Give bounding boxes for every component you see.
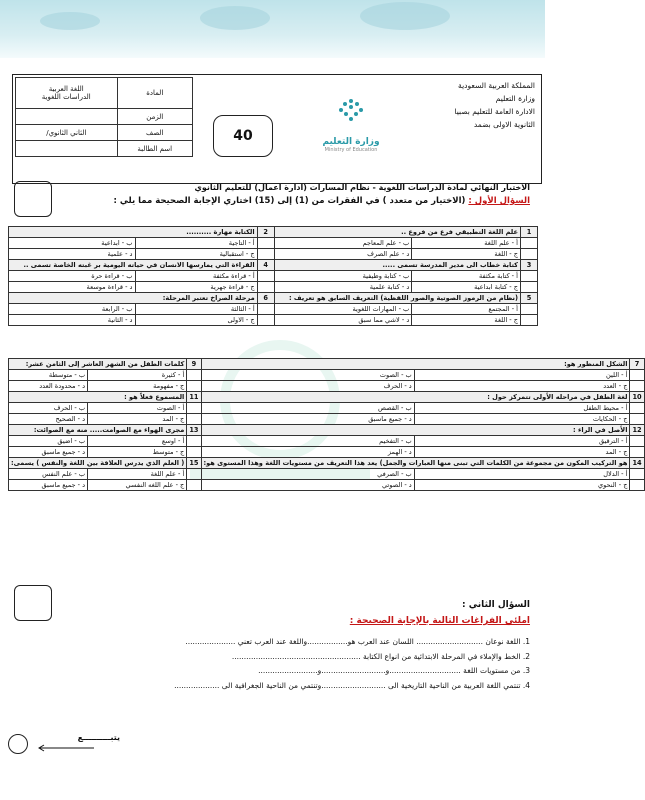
spacer	[521, 315, 538, 326]
spacer	[630, 469, 644, 480]
question-text: مجرى الهواء مع الصوامت..... منه مع الصوائت:	[9, 425, 187, 436]
spacer	[257, 271, 274, 282]
options-row	[9, 282, 538, 293]
questions-table-b	[8, 358, 645, 491]
answer-option[interactable]: د - الهمز	[201, 447, 414, 458]
top-banner	[0, 0, 545, 58]
spacer	[187, 436, 201, 447]
logo-text: وزارة التعليم	[322, 137, 380, 147]
spacer	[630, 447, 644, 458]
q1-label: السؤال الأول :	[468, 196, 530, 206]
answer-option[interactable]: أ - الصوت	[88, 403, 187, 414]
question-text: الكتابة مهارة ..........	[9, 227, 258, 238]
options-row	[9, 315, 538, 326]
options-row	[9, 370, 645, 381]
answer-option[interactable]: أ - الدلال	[414, 469, 630, 480]
question-number: 12	[630, 425, 644, 436]
answer-option[interactable]: ب - الحرف	[9, 403, 88, 414]
q2-score-box	[14, 585, 52, 621]
answer-option[interactable]: د - الحرف	[201, 381, 414, 392]
options-row	[9, 469, 645, 480]
q1-heading	[20, 196, 530, 206]
spacer	[187, 403, 201, 414]
options-row	[9, 304, 538, 315]
spacer	[257, 315, 274, 326]
spacer	[630, 381, 644, 392]
answer-option[interactable]: أ - الثالثة	[135, 304, 257, 315]
question-text: القراءة التي يمارسها الانسان في حياته اليومية بر غبته الخاصة تسمى ..	[9, 260, 258, 271]
question-text: علم اللغة التطبيقي فرع من فروع ..	[274, 227, 520, 238]
spacer	[257, 249, 274, 260]
answer-option[interactable]: د - الثانية	[9, 315, 136, 326]
logo-subtext: Ministry of Education	[324, 147, 378, 153]
question-row	[9, 392, 645, 403]
spacer	[521, 271, 538, 282]
options-row	[9, 249, 538, 260]
meta-label-student: اسم الطالبة	[117, 141, 193, 157]
answer-option[interactable]: ج - الحكايات	[414, 414, 630, 425]
answer-option[interactable]: أ - اوسع	[88, 436, 187, 447]
questions-table-a	[8, 226, 538, 326]
spacer	[187, 447, 201, 458]
spacer	[187, 480, 201, 491]
options-row	[9, 238, 538, 249]
answer-option[interactable]: ج - الاولى	[135, 315, 257, 326]
meta-label-grade: الصف	[117, 125, 193, 141]
answer-option[interactable]: أ - كثيرة	[88, 370, 187, 381]
answer-option[interactable]: ب - كتابة وظيفية	[274, 271, 412, 282]
answer-option[interactable]: أ - كتابة مكثفة	[412, 271, 521, 282]
answer-option[interactable]: ج - مفهومة	[88, 381, 187, 392]
question-number: 2	[257, 227, 274, 238]
question-text: كلمات الطفل من الشهر العاشر إلى الثامن عشر:	[9, 359, 187, 370]
question-number: 3	[521, 260, 538, 271]
answer-option[interactable]: أ - علم اللغة	[412, 238, 521, 249]
answer-option[interactable]: د - الصحيح	[9, 414, 88, 425]
answer-option[interactable]: د - لاشي مما سبق	[274, 315, 412, 326]
answer-option[interactable]: د - محدودة العدد	[9, 381, 88, 392]
spacer	[187, 414, 201, 425]
q1-instruction: (الاختيار من متعدد ) في الفقرات من (1) إلى (15) اختاري الإجابة الصحيحة مما يلي :	[113, 196, 466, 206]
question-text: الأصل في الراء :	[201, 425, 630, 436]
answer-option[interactable]: ج - اللغة	[412, 315, 521, 326]
spacer	[521, 238, 538, 249]
answer-option[interactable]: أ - الترقيق	[414, 436, 630, 447]
fill-line-1: 1. اللغة نوعان ............................ اللسان عند العرب هو.................واللغة عند العرب تعني .....................	[185, 637, 530, 646]
options-row	[9, 447, 645, 458]
meta-value-student	[16, 141, 118, 157]
question-text: هو التركيب المكون من مجموعة من الكلمات التي تبنى منها العبارات والجمل) يعد هذا التعريف من مستويات اللغة وهذا المستوى هو:	[201, 458, 630, 469]
school-info	[395, 79, 535, 131]
answer-option[interactable]: د - جميع ماسبق	[9, 447, 88, 458]
spacer	[187, 381, 201, 392]
question-number: 13	[187, 425, 201, 436]
options-row	[9, 480, 645, 491]
answer-option[interactable]: أ - التاجية	[135, 238, 257, 249]
answer-option[interactable]: أ - علم اللغة	[88, 469, 187, 480]
answer-option[interactable]: د - علم الصرف	[274, 249, 412, 260]
question-number: 7	[630, 359, 644, 370]
answer-option[interactable]: ج - المد	[88, 414, 187, 425]
country-label: المملكة العربية السعودية	[458, 81, 535, 90]
options-row	[9, 271, 538, 282]
answer-option[interactable]: د - جميع ماسبق	[9, 480, 88, 491]
ministry-logo	[311, 93, 391, 153]
continue-label: يتبــــــــــع	[77, 733, 120, 742]
fill-line-3: 3. من مستويات اللغة ..............................و...........................و.........................	[258, 666, 530, 675]
fill-line-2: 2. الخط والإملاء في المرحلة الابتدائية من انواع الكتابة ......................................................	[231, 652, 530, 661]
spacer	[630, 403, 644, 414]
options-row	[9, 403, 645, 414]
spacer	[187, 370, 201, 381]
question-number: 6	[257, 293, 274, 304]
answer-option[interactable]: ب - متوسطة	[9, 370, 88, 381]
answer-option[interactable]: أ - محيط الطفل	[414, 403, 630, 414]
question-number: 14	[630, 458, 644, 469]
meta-value-subject: اللغة العربية الدراسات اللغوية	[16, 78, 118, 109]
meta-value-time	[16, 109, 118, 125]
question-number: 1	[521, 227, 538, 238]
answer-option[interactable]: د - كتابة علمية	[274, 282, 412, 293]
answer-option[interactable]: ج - علم اللغه النفسي	[88, 480, 187, 491]
question-number: 9	[187, 359, 201, 370]
answer-option[interactable]: ج - كتابة ابداعية	[412, 282, 521, 293]
question-row	[9, 227, 538, 238]
question-row	[9, 425, 645, 436]
exam-meta-table	[15, 77, 193, 157]
score-box: 40	[213, 115, 273, 157]
meta-label-time: الزمن	[117, 109, 193, 125]
spacer	[521, 304, 538, 315]
answer-option[interactable]: ب - التفخيم	[201, 436, 414, 447]
answer-option[interactable]: ب - قراءة حرة	[9, 271, 136, 282]
question-number: 11	[187, 392, 201, 403]
answer-option[interactable]: د - جميع ماسبق	[201, 414, 414, 425]
answer-option[interactable]: أ - قراءة مكثفة	[135, 271, 257, 282]
answer-option[interactable]: د - علمية	[9, 249, 136, 260]
question-number: 5	[521, 293, 538, 304]
options-row	[9, 414, 645, 425]
answer-option[interactable]: ج - اللغة	[412, 249, 521, 260]
spacer	[630, 370, 644, 381]
answer-option[interactable]: د - قراءة موسعة	[9, 282, 136, 293]
answer-option[interactable]: ب - علم المعاجم	[274, 238, 412, 249]
question-row	[9, 458, 645, 469]
question-row	[9, 260, 538, 271]
page-circle	[8, 734, 28, 754]
answer-option[interactable]: ب - اضيق	[9, 436, 88, 447]
spacer	[257, 304, 274, 315]
arrow-left-icon	[36, 744, 96, 752]
answer-option[interactable]: ج - المد	[414, 447, 630, 458]
options-row	[9, 381, 645, 392]
answer-option[interactable]: أ - المجتمع	[412, 304, 521, 315]
answer-option[interactable]: أ - اللين	[414, 370, 630, 381]
spacer	[257, 282, 274, 293]
exam-header	[12, 74, 542, 184]
spacer	[630, 436, 644, 447]
question-number: 10	[630, 392, 644, 403]
spacer	[630, 414, 644, 425]
spacer	[521, 249, 538, 260]
answer-option[interactable]: ج - استقبالية	[135, 249, 257, 260]
answer-option[interactable]: ج - النحوي	[414, 480, 630, 491]
spacer	[521, 282, 538, 293]
meta-value-grade: الثاني الثانوي/	[16, 125, 118, 141]
spacer	[257, 238, 274, 249]
question-row	[9, 293, 538, 304]
answer-option[interactable]: ج - متوسط	[88, 447, 187, 458]
question-row	[9, 359, 645, 370]
answer-option[interactable]: ب - ابداعية	[9, 238, 136, 249]
question-text: (نظام من الرموز الصوتية والصور اللفظية) التعريف السابق هو تعريف :	[274, 293, 520, 304]
answer-option[interactable]: ب - الرابعة	[9, 304, 136, 315]
question-text: الشكل المنظور هو:	[201, 359, 630, 370]
question-text: ( العلم الذي يدرس العلاقة بين اللغة والنفس ) يسمى:	[9, 458, 187, 469]
answer-option[interactable]: ج - قراءة جهرية	[135, 282, 257, 293]
answer-option[interactable]: ب - الصرفي	[201, 469, 414, 480]
school-label: الثانوية الاولى بضمد	[473, 120, 535, 129]
answer-option[interactable]: ج - العدد	[414, 381, 630, 392]
answer-option[interactable]: ب - علم النفس	[9, 469, 88, 480]
spacer	[630, 480, 644, 491]
question-text: لغة الطفل في مراحله الأولى تتمركز حول :	[201, 392, 630, 403]
question-text: كتابة خطاب الى مدير المدرسة تسمى .....	[274, 260, 520, 271]
question-text: مرحلة الصراخ تعتبر المرحلة:	[9, 293, 258, 304]
directorate-label: الادارة العامة للتعليم بصبيا	[454, 107, 535, 116]
q2-label: السؤال الثاني :	[461, 600, 530, 610]
question-number: 15	[187, 458, 201, 469]
answer-option[interactable]: ب - القصص	[201, 403, 414, 414]
q2-instruction: املئي الفراغات التالية بالإجابة الصحيحة :	[349, 616, 530, 626]
ministry-label: وزارة التعليم	[495, 94, 535, 103]
options-row	[9, 436, 645, 447]
moe-emblem-icon	[311, 93, 391, 133]
question-text: المسموع فعلاً هو :	[9, 392, 187, 403]
answer-option[interactable]: د - الصوتي	[201, 480, 414, 491]
spacer	[187, 469, 201, 480]
answer-option[interactable]: ب - المهارات اللغوية	[274, 304, 412, 315]
meta-label-subject: المادة	[117, 78, 193, 109]
question-number: 4	[257, 260, 274, 271]
fill-line-4: 4. تنتمي اللغة العربية من الناحية التاريخية الى ...........................وتنتمي من الناحية الجغرافية الى ...................	[174, 681, 530, 690]
answer-option[interactable]: ب - الصوت	[201, 370, 414, 381]
exam-title: الاختبار النهائي لمادة الدراسات اللغوية - نظام المسارات (ادارة اعمال) للتعليم الثانوي	[194, 183, 530, 192]
